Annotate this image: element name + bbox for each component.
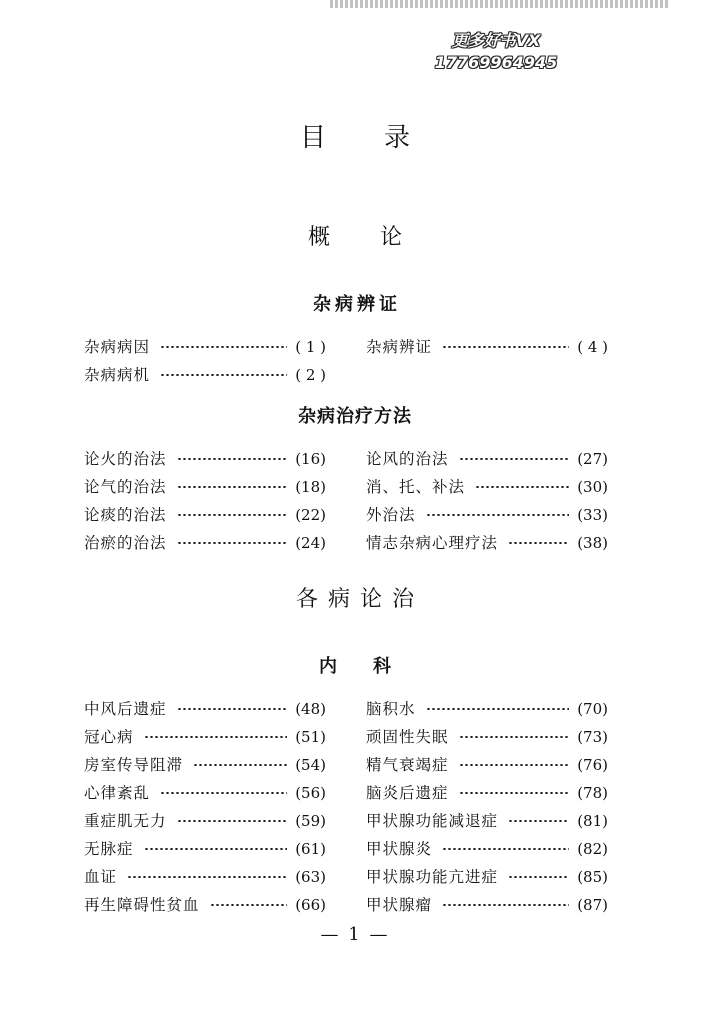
toc-entry[interactable] [366,333,608,361]
dot-leader [459,458,570,460]
toc-entry[interactable] [366,807,608,835]
dot-leader [160,792,287,794]
toc-entry[interactable] [84,751,326,779]
toc-entry-name: 情志杂病心理疗法 [366,534,499,552]
toc-entry[interactable] [84,723,326,751]
dot-leader [508,820,569,822]
toc-entry-name: 论痰的治法 [84,506,167,524]
toc-entry-name: 精气衰竭症 [366,756,449,774]
toc-entry-name: 甲状腺功能亢进症 [366,868,499,886]
dot-leader [177,708,288,710]
toc-entry-page: (30) [577,478,608,496]
toc-entry[interactable] [84,529,326,557]
toc-entry-name: 甲状腺功能减退症 [366,812,499,830]
toc-entry[interactable] [366,445,608,473]
toc-entry-page: (38) [577,534,608,552]
toc-entry-page: (81) [577,812,608,830]
toc-entry-name: 论气的治法 [84,478,167,496]
toc-entry-page: (16) [295,450,326,468]
dot-leader [127,876,287,878]
toc-entry[interactable] [366,695,608,723]
toc-entry-name: 论火的治法 [84,450,167,468]
watermark-line-1: 更多好书VX [451,31,541,50]
page-title: 目录 [299,123,468,153]
toc-entry-name: 再生障碍性贫血 [84,896,200,914]
watermark-stamp [430,30,562,74]
dot-leader [508,542,569,544]
toc-entry[interactable] [366,473,608,501]
dot-leader [442,346,569,348]
toc-entry-page: (85) [577,868,608,886]
scan-edge-artifact [330,0,670,8]
dot-leader [475,486,569,488]
toc-entry[interactable] [84,333,326,361]
toc-entry[interactable] [366,863,608,891]
part-title-overview: 概论 [307,225,452,250]
toc-entry-page: (54) [295,756,326,774]
toc-entry-name: 论风的治法 [366,450,449,468]
section-title-internal-medicine: 内科 [319,656,427,677]
toc-entry-page: ( 2 ) [295,366,326,384]
toc-entry-page: (82) [577,840,608,858]
toc-entry-name: 房室传导阻滞 [84,756,184,774]
toc-entry-page: (24) [295,534,326,552]
dot-leader [426,708,570,710]
toc-entry-page: (56) [295,784,326,802]
toc-entry[interactable] [366,779,608,807]
dot-leader [160,346,287,348]
toc-entry[interactable] [84,891,326,919]
dot-leader [459,764,570,766]
toc-entry-name: 无脉症 [84,840,134,858]
toc-entry-name: 外治法 [366,506,416,524]
toc-entry-page: (18) [295,478,326,496]
toc-entry[interactable] [366,529,608,557]
toc-entry[interactable] [366,723,608,751]
toc-entry[interactable] [84,695,326,723]
toc-entry-page: (33) [577,506,608,524]
toc-entry-page: (73) [577,728,608,746]
toc-entry[interactable] [366,891,608,919]
dot-leader [144,848,288,850]
toc-entry-page: (87) [577,896,608,914]
toc-entry-name: 甲状腺瘤 [366,896,433,914]
toc-entry-page: (61) [295,840,326,858]
part-title-disease-treatments: 各病论治 [295,587,424,612]
toc-entry[interactable] [84,361,326,389]
toc-entry-name: 重症肌无力 [84,812,167,830]
dot-leader [177,486,288,488]
dot-leader [144,736,288,738]
toc-entry[interactable] [84,863,326,891]
toc-entry-page: (66) [295,896,326,914]
toc-entry-name: 治瘀的治法 [84,534,167,552]
toc-entry-name: 甲状腺炎 [366,840,433,858]
toc-entry-name: 杂病病机 [84,366,151,384]
dot-leader [442,904,569,906]
toc-entry-name: 血证 [84,868,118,886]
toc-entry-page: ( 4 ) [577,338,608,356]
toc-entry-page: (59) [295,812,326,830]
dot-leader [426,514,570,516]
toc-entry-page: (76) [577,756,608,774]
toc-entry[interactable] [84,501,326,529]
section-title-treatment-methods: 杂病治疗方法 [298,406,412,427]
toc-entry-page: ( 1 ) [295,338,326,356]
toc-entry-page: (48) [295,700,326,718]
toc-entry-page: (70) [577,700,608,718]
toc-entry-name: 中风后遗症 [84,700,167,718]
dot-leader [160,374,287,376]
toc-entry-name: 脑积水 [366,700,416,718]
dot-leader [442,848,569,850]
toc-entry-page: (63) [295,868,326,886]
watermark-line-2: 17769964945 [434,53,558,72]
dot-leader [177,458,288,460]
dot-leader [508,876,569,878]
toc-entry[interactable] [84,835,326,863]
toc-entry-page: (78) [577,784,608,802]
toc-entry[interactable] [84,473,326,501]
toc-entry-name: 顽固性失眠 [366,728,449,746]
toc-entry[interactable] [366,751,608,779]
dot-leader [177,820,288,822]
toc-entry-page: (27) [577,450,608,468]
toc-entry[interactable] [84,779,326,807]
toc-entry[interactable] [366,835,608,863]
toc-entry[interactable] [84,445,326,473]
dot-leader [177,514,288,516]
dot-leader [210,904,288,906]
dot-leader [459,736,570,738]
dot-leader [459,792,570,794]
dot-leader [177,542,288,544]
toc-entry-page: (51) [295,728,326,746]
toc-entry-name: 消、托、补法 [366,478,466,496]
section-title-differentiation: 杂病辨证 [313,294,401,315]
toc-entry-name: 杂病辨证 [366,338,433,356]
toc-entry-name: 脑炎后遗症 [366,784,449,802]
toc-entry-name: 杂病病因 [84,338,151,356]
toc-entry[interactable] [84,807,326,835]
toc-entry[interactable] [366,501,608,529]
dot-leader [193,764,287,766]
toc-entry-name: 冠心病 [84,728,134,746]
toc-entry-name: 心律紊乱 [84,784,151,802]
page-number: — 1 — [320,924,390,945]
toc-entry-page: (22) [295,506,326,524]
